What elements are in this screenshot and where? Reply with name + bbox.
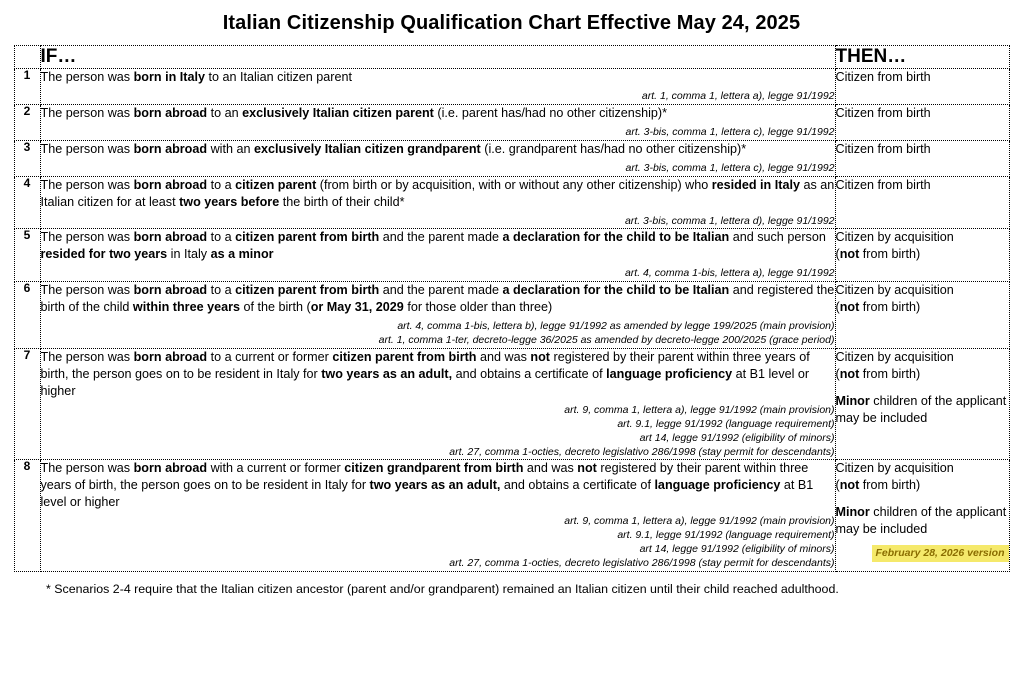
row-number: 5 — [14, 229, 40, 282]
legal-citation-line: art. 3-bis, comma 1, lettera c), legge 91/1992 — [625, 125, 835, 138]
qualification-chart-table — [14, 45, 1010, 572]
row-condition-cell — [40, 229, 835, 282]
legal-citation-line: art. 1, comma 1-ter, decreto-legge 36/2025 as amended by decreto-legge 200/2025 (grace period) — [378, 334, 835, 347]
table-row — [14, 460, 1009, 571]
table-row — [14, 176, 1009, 229]
legal-citations — [41, 215, 835, 229]
row-number: 8 — [14, 460, 40, 571]
legal-citation-line: art 14, legge 91/1992 (eligibility of minors) — [639, 431, 835, 444]
row-condition-cell — [40, 282, 835, 349]
row-result-cell — [835, 460, 1009, 571]
header-cell-if: IF… — [40, 46, 835, 69]
row-number: 7 — [14, 349, 40, 460]
result-note: Minor children of the applicant may be included — [835, 394, 1007, 426]
legal-citation-line: art. 9, comma 1, lettera a), legge 91/1992 (main provision) — [564, 404, 835, 417]
row-condition-cell — [40, 176, 835, 229]
row-result-cell — [835, 104, 1009, 140]
condition-text: The person was born abroad to a citizen parent from birth and the parent made a declaration for the child to be Italian and such person resided for two years in Italy as a minor — [40, 230, 826, 262]
condition-text: The person was born abroad with a current or former citizen grandparent from birth and was not registered by their parent within three years of birth, the person goes on to be resident in Italy for two years as an adult, and obtains a certificate of language proficiency at B1 level or higher — [40, 461, 814, 510]
row-condition-cell — [40, 69, 835, 105]
legal-citation-line: art. 3-bis, comma 1, lettera d), legge 91/1992 — [624, 214, 835, 227]
row-result-cell — [835, 229, 1009, 282]
row-result-cell — [835, 176, 1009, 229]
legal-citation-line: art. 3-bis, comma 1, lettera c), legge 91/1992 — [625, 161, 835, 174]
legal-citations — [41, 267, 835, 281]
legal-citations — [41, 90, 835, 104]
row-result-cell — [835, 69, 1009, 105]
version-badge-wrap — [836, 544, 1009, 561]
table-row — [14, 349, 1009, 460]
result-note: Minor children of the applicant may be included — [835, 505, 1007, 537]
row-number: 4 — [14, 176, 40, 229]
row-condition-cell — [40, 460, 835, 571]
row-condition-cell — [40, 349, 835, 460]
result-text: Citizen by acquisition (not from birth) — [835, 461, 954, 493]
legal-citations — [41, 126, 835, 140]
legal-citations — [41, 162, 835, 176]
legal-citation-line: art. 9, comma 1, lettera a), legge 91/1992 (main provision) — [564, 515, 835, 528]
legal-citation-line: art. 27, comma 1-octies, decreto legislativo 286/1998 (stay permit for descendants) — [449, 557, 835, 570]
row-number: 3 — [14, 140, 40, 176]
legal-citations — [41, 515, 835, 570]
row-number: 6 — [14, 282, 40, 349]
table-row — [14, 104, 1009, 140]
table-row — [14, 69, 1009, 105]
footnote: * Scenarios 2-4 require that the Italian citizen ancestor (parent and/or grandparent) remained an Italian citizen until their child reached adulthood. — [46, 581, 839, 596]
table-row — [14, 140, 1009, 176]
chart-body — [14, 46, 1009, 572]
row-condition-cell — [40, 140, 835, 176]
legal-citations — [41, 404, 835, 459]
header-cell-then: THEN… — [835, 46, 1009, 69]
legal-citation-line: art. 9.1, legge 91/1992 (language requirement) — [617, 529, 835, 542]
version-badge: February 28, 2026 version — [872, 545, 1009, 561]
result-text: Citizen by acquisition (not from birth) — [835, 283, 954, 315]
condition-text: The person was born in Italy to an Italian citizen parent — [40, 70, 353, 84]
result-text: Citizen by acquisition (not from birth) — [835, 350, 954, 382]
row-result-cell — [835, 282, 1009, 349]
condition-text: The person was born abroad with an exclusively Italian citizen grandparent (i.e. grandparent has/had no other citizenship)* — [40, 141, 747, 156]
legal-citation-line: art. 9.1, legge 91/1992 (language requirement) — [617, 417, 835, 430]
legal-citation-line: art. 1, comma 1, lettera a), legge 91/1992 — [641, 90, 835, 102]
row-number: 1 — [14, 69, 40, 105]
page-title: Italian Citizenship Qualification Chart Effective May 24, 2025 — [222, 12, 801, 34]
row-condition-cell — [40, 104, 835, 140]
header-cell-number — [14, 46, 40, 69]
result-text: Citizen by acquisition (not from birth) — [835, 230, 954, 262]
condition-text: The person was born abroad to a current or former citizen parent from birth and was not registered by their parent within three years of birth, the person goes on to be resident in Italy for two years as an adult, and obtains a certificate of language proficiency at B1 level or higher — [40, 350, 810, 399]
legal-citation-line: art 14, legge 91/1992 (eligibility of minors) — [639, 543, 835, 556]
condition-text: The person was born abroad to a citizen parent from birth and the parent made a declaration for the child to be Italian and registered the birth of the child within three years of the birth (or May 31, 2029 for those older than three) — [40, 283, 835, 315]
condition-text: The person was born abroad to an exclusively Italian citizen parent (i.e. parent has/had no other citizenship)* — [40, 105, 668, 120]
result-text: Citizen from birth — [835, 141, 931, 156]
condition-text: The person was born abroad to a citizen parent (from birth or by acquisition, with or without any other citizenship) who resided in Italy as an Italian citizen for at least two years before the birth of their child* — [40, 177, 835, 209]
table-row — [14, 229, 1009, 282]
result-spacer — [836, 383, 1009, 393]
result-text: Citizen from birth — [835, 105, 931, 120]
table-row — [14, 282, 1009, 349]
table-header-row — [14, 46, 1009, 69]
legal-citation-line: art. 27, comma 1-octies, decreto legislativo 286/1998 (stay permit for descendants) — [449, 445, 835, 458]
legal-citation-line: art. 4, comma 1-bis, lettera a), legge 91/1992 — [624, 267, 835, 280]
result-spacer — [836, 494, 1009, 504]
result-text: Citizen from birth — [835, 70, 931, 84]
legal-citation-line: art. 4, comma 1-bis, lettera b), legge 91/1992 as amended by legge 199/2025 (main provision) — [397, 320, 835, 333]
result-text: Citizen from birth — [835, 177, 931, 192]
row-result-cell — [835, 140, 1009, 176]
row-number: 2 — [14, 104, 40, 140]
legal-citations — [41, 320, 835, 348]
row-result-cell — [835, 349, 1009, 460]
